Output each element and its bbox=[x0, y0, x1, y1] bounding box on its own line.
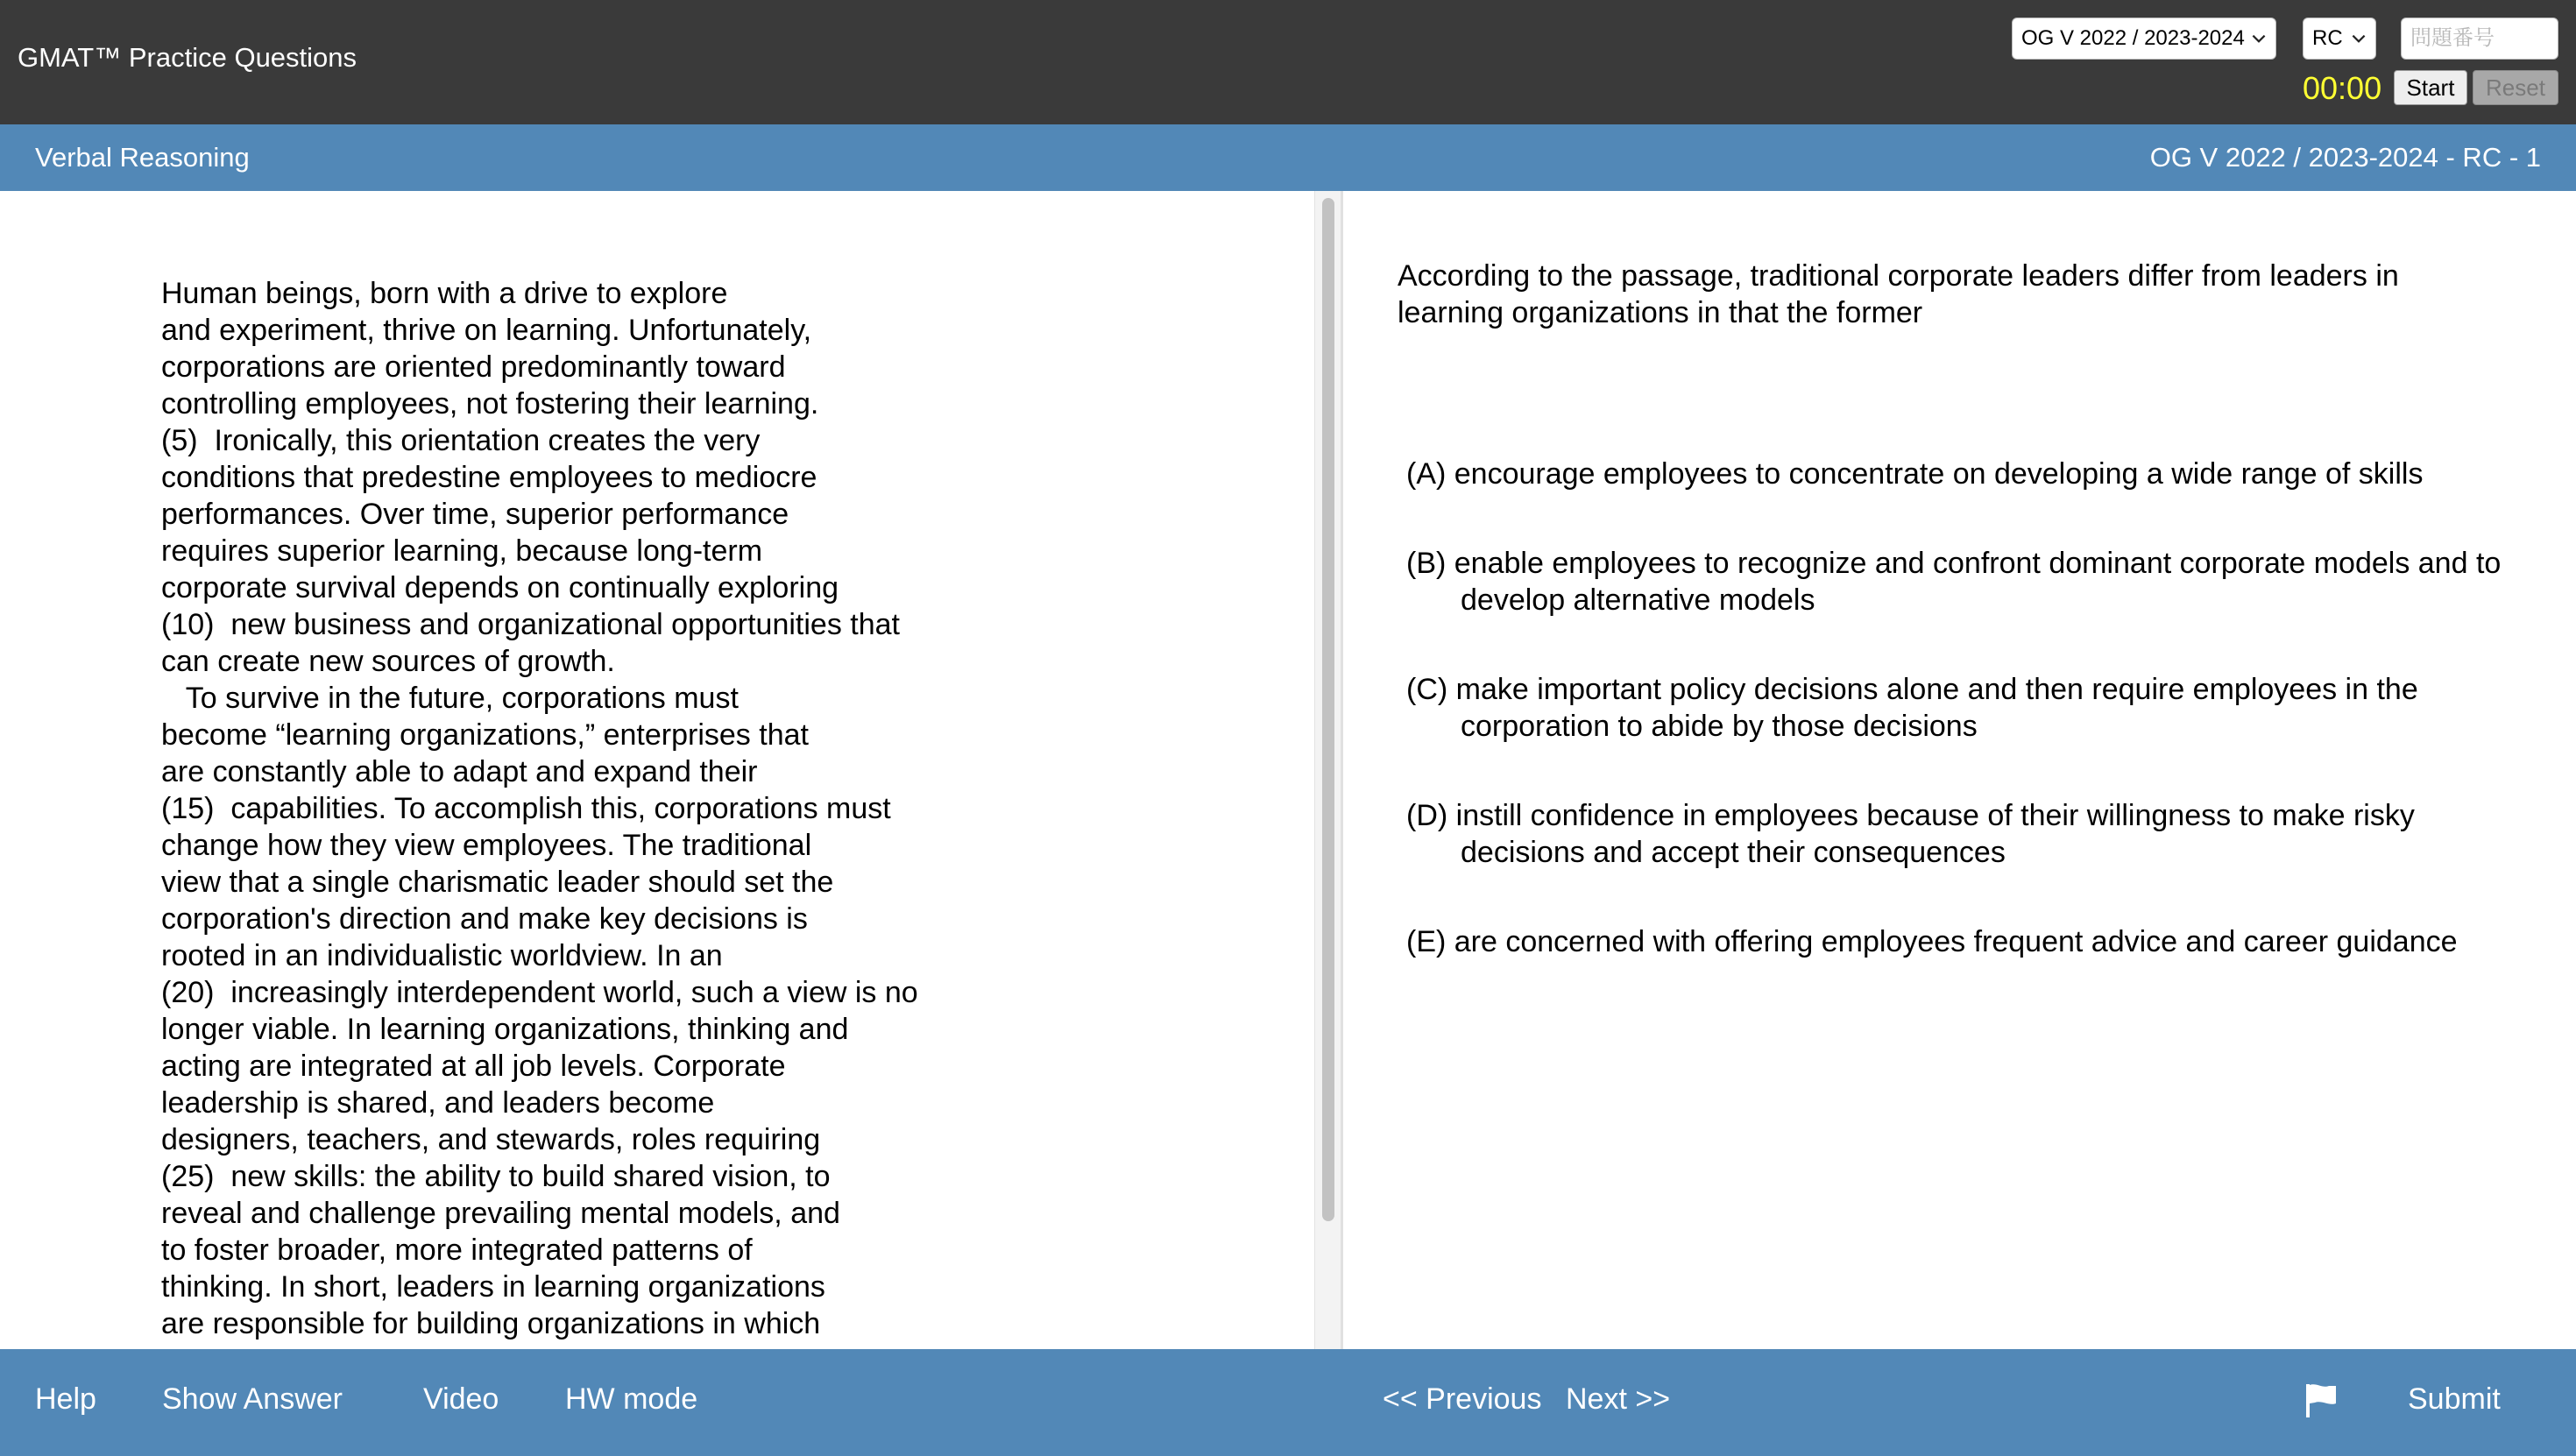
help-button[interactable]: Help bbox=[35, 1382, 96, 1416]
passage-line: thinking. In short, leaders in learning organizations bbox=[161, 1270, 825, 1304]
book-select-value: OG V 2022 / 2023-2024 bbox=[2021, 26, 2245, 50]
chevron-down-icon bbox=[2349, 29, 2368, 48]
start-button[interactable]: Start bbox=[2394, 70, 2467, 105]
passage-line: (5) Ironically, this orientation creates the very bbox=[161, 424, 761, 457]
passage-line: controlling employees, not fostering their learning. bbox=[161, 387, 819, 421]
passage-line: change how they view employees. The traditional bbox=[161, 829, 812, 862]
video-button[interactable]: Video bbox=[423, 1382, 499, 1416]
show-answer-button[interactable]: Show Answer bbox=[162, 1382, 343, 1416]
passage-line: Human beings, born with a drive to explore bbox=[161, 277, 728, 310]
passage-line: (25) new skills: the ability to build shared vision, to bbox=[161, 1160, 831, 1193]
passage-line: view that a single charismatic leader should set the bbox=[161, 866, 834, 899]
passage-pane[interactable] bbox=[0, 191, 1314, 1349]
timer-display: 00:00 bbox=[2303, 70, 2382, 106]
question-id: OG V 2022 / 2023-2024 - RC - 1 bbox=[2149, 142, 2541, 173]
passage-line: acting are integrated at all job levels. Corporate bbox=[161, 1050, 786, 1083]
passage-line: To survive in the future, corporations must bbox=[161, 682, 739, 715]
passage-line: become “learning organizations,” enterprises that bbox=[161, 718, 809, 752]
next-button[interactable]: Next >> bbox=[1566, 1382, 1671, 1416]
passage-line: conditions that predestine employees to mediocre bbox=[161, 461, 817, 494]
question-pane bbox=[1343, 191, 2576, 1349]
passage-line: corporation's direction and make key decisions is bbox=[161, 902, 808, 936]
reset-button[interactable]: Reset bbox=[2473, 70, 2558, 105]
passage-line: requires superior learning, because long-term bbox=[161, 534, 763, 568]
question-number-input[interactable] bbox=[2401, 18, 2558, 60]
previous-button[interactable]: << Previous bbox=[1383, 1382, 1542, 1416]
passage-scrollbar-thumb[interactable] bbox=[1322, 198, 1334, 1221]
bottom-bar bbox=[0, 1349, 2576, 1456]
submit-button[interactable]: Submit bbox=[2408, 1382, 2501, 1416]
answer-choice-c[interactable]: (C) make important policy decisions alone and then require employees in the corporation to abide by those decisions bbox=[1406, 673, 2418, 743]
passage-text bbox=[161, 275, 918, 1342]
passage-line: (15) capabilities. To accomplish this, corporations must bbox=[161, 792, 891, 825]
passage-line: corporate survival depends on continually exploring bbox=[161, 571, 839, 604]
passage-line: are responsible for building organizations in which bbox=[161, 1307, 821, 1340]
top-bar bbox=[0, 0, 2576, 124]
passage-line: (10) new business and organizational opportunities that bbox=[161, 608, 900, 641]
passage-line: leadership is shared, and leaders become bbox=[161, 1086, 715, 1120]
answer-choice-d[interactable]: (D) instill confidence in employees because of their willingness to make risky decisions and accept their consequences bbox=[1406, 799, 2415, 869]
answer-choice-b[interactable]: (B) enable employees to recognize and confront dominant corporate models and to develop alternative models bbox=[1406, 547, 2502, 617]
passage-line: rooted in an individualistic worldview. In an bbox=[161, 939, 723, 972]
passage-line: are constantly able to adapt and expand their bbox=[161, 755, 758, 788]
hw-mode-button[interactable]: HW mode bbox=[565, 1382, 698, 1416]
section-title: Verbal Reasoning bbox=[35, 142, 250, 173]
passage-line: corporations are oriented predominantly toward bbox=[161, 350, 786, 384]
book-select[interactable] bbox=[2012, 18, 2276, 60]
question-stem: According to the passage, traditional corporate leaders differ from leaders in learning organizations in that the former bbox=[1398, 259, 2399, 329]
app-title: GMAT™ Practice Questions bbox=[18, 42, 357, 73]
passage-line: longer viable. In learning organizations, thinking and bbox=[161, 1013, 849, 1046]
question-type-select-value: RC bbox=[2312, 26, 2343, 50]
passage-scrollbar[interactable] bbox=[1314, 191, 1341, 1349]
chevron-down-icon bbox=[2249, 29, 2268, 48]
passage-line: (20) increasingly interdependent world, such a view is no bbox=[161, 976, 918, 1009]
section-bar bbox=[0, 124, 2576, 191]
flag-icon[interactable] bbox=[2304, 1382, 2339, 1419]
passage-line: reveal and challenge prevailing mental models, and bbox=[161, 1197, 840, 1230]
answer-choice-a[interactable]: (A) encourage employees to concentrate on developing a wide range of skills bbox=[1406, 457, 2424, 491]
passage-line: to foster broader, more integrated patterns of bbox=[161, 1233, 753, 1267]
answer-choice-e[interactable]: (E) are concerned with offering employees frequent advice and career guidance bbox=[1406, 925, 2458, 958]
passage-line: can create new sources of growth. bbox=[161, 645, 615, 678]
question-type-select[interactable] bbox=[2303, 18, 2376, 60]
passage-line: designers, teachers, and stewards, roles requiring bbox=[161, 1123, 821, 1156]
passage-line: performances. Over time, superior performance bbox=[161, 498, 789, 531]
passage-line: and experiment, thrive on learning. Unfortunately, bbox=[161, 314, 812, 347]
